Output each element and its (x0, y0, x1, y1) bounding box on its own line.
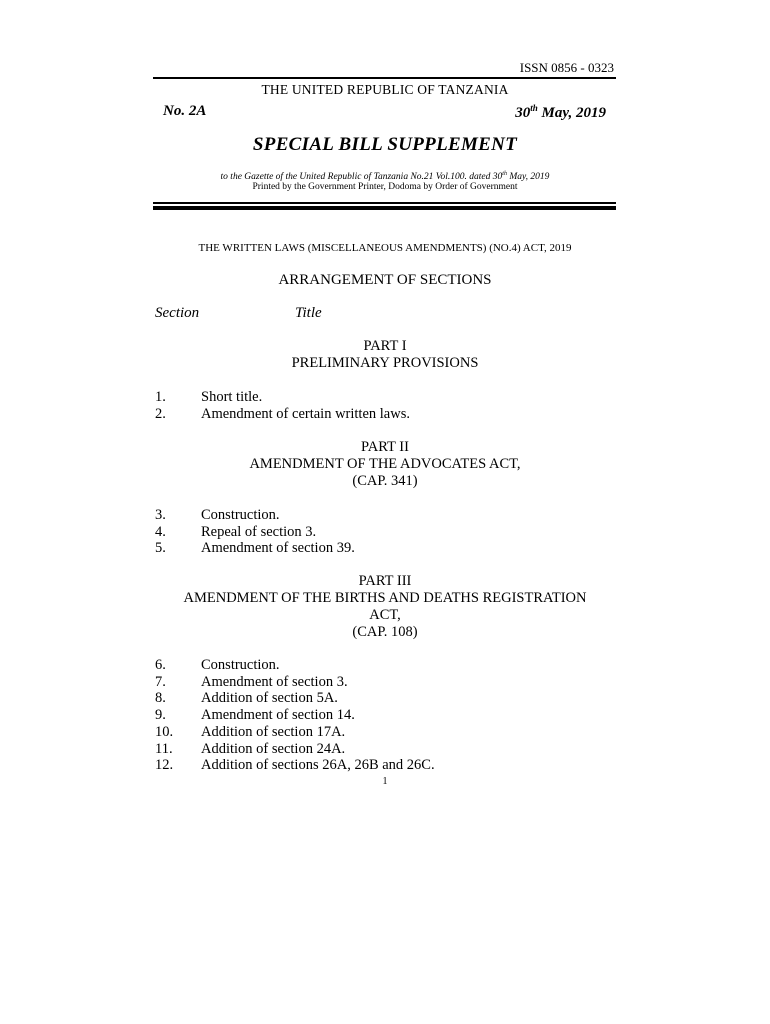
part-line: (CAP. 108) (352, 624, 418, 640)
gazette-ref-text: to the Gazette of the United Republic of Tanzania No.21 Vol.100. dated 30 (220, 172, 503, 183)
section-title: Short title. (201, 389, 263, 405)
section-number: 7. (155, 673, 166, 690)
gazette-ref-suffix: th (502, 171, 507, 177)
section-title: Amendment of section 14. (201, 707, 355, 724)
column-title-label: Title (295, 305, 322, 321)
section-number: 10. (155, 723, 174, 740)
list-item (155, 690, 435, 707)
gazette-ref-date: May, 2019 (506, 172, 550, 183)
part-line: AMENDMENT OF THE ADVOCATES ACT, (249, 456, 521, 472)
supplement-title: SPECIAL BILL SUPPLEMENT (252, 134, 518, 155)
issue-date-suffix: th (530, 103, 538, 113)
issue-date-rest: May, 2019 (537, 105, 606, 121)
section-number: 12. (155, 757, 174, 774)
section-number: 9. (155, 707, 166, 724)
arrangement-heading: ARRANGEMENT OF SECTIONS (278, 272, 492, 288)
gazette-reference (0, 171, 770, 182)
list-item (155, 707, 435, 724)
part-heading (0, 439, 770, 490)
list-item (155, 724, 435, 741)
part-line: PRELIMINARY PROVISIONS (291, 355, 479, 371)
section-title: Amendment of certain written laws. (201, 405, 410, 422)
column-section-label: Section (155, 305, 200, 321)
list-item (155, 540, 355, 557)
issue-date (515, 103, 606, 122)
section-title: Repeal of section 3. (201, 523, 317, 540)
part-line: PART I (363, 338, 407, 354)
list-item (155, 657, 435, 674)
list-item (155, 757, 435, 774)
list-item (155, 674, 435, 691)
section-number: 8. (155, 690, 166, 707)
section-number: 11. (155, 740, 173, 757)
header-rule-bottom-thick (153, 206, 616, 210)
issue-date-day: 30 (515, 105, 531, 121)
list-item (155, 741, 435, 758)
list-item (155, 406, 410, 423)
section-number: 6. (155, 657, 166, 673)
header-rule-bottom-thin (153, 202, 616, 204)
section-number: 1. (155, 389, 166, 405)
list-item (155, 507, 355, 524)
section-title: Construction. (201, 657, 280, 673)
section-title: Construction. (201, 507, 280, 523)
issue-number: No. 2A (163, 103, 207, 119)
list-item (155, 524, 355, 541)
part-line: PART II (361, 439, 409, 455)
issn-number: ISSN 0856 - 0323 (519, 60, 614, 75)
part-line: AMENDMENT OF THE BIRTHS AND DEATHS REGISTRATION (183, 590, 587, 606)
printer-line: Printed by the Government Printer, Dodoma by Order of Government (252, 182, 518, 192)
act-title: THE WRITTEN LAWS (MISCELLANEOUS AMENDMENTS) (NO.4) ACT, 2019 (198, 242, 572, 254)
section-title: Amendment of section 3. (201, 673, 348, 690)
page-number: 1 (382, 776, 388, 787)
republic-title: THE UNITED REPUBLIC OF TANZANIA (261, 82, 509, 97)
section-list (155, 507, 355, 557)
section-title: Amendment of section 39. (201, 540, 355, 557)
section-number: 3. (155, 507, 166, 523)
section-title: Addition of section 5A. (201, 690, 338, 707)
part-line: (CAP. 341) (352, 473, 418, 489)
list-item (155, 389, 410, 406)
section-title: Addition of sections 26A, 26B and 26C. (201, 757, 435, 774)
part-heading (0, 338, 770, 372)
section-title: Addition of section 17A. (201, 723, 346, 740)
section-title: Addition of section 24A. (201, 740, 346, 757)
header-rule-top (153, 77, 616, 79)
section-list (155, 657, 435, 774)
section-number: 4. (155, 523, 166, 540)
part-line: PART III (358, 573, 412, 589)
section-number: 2. (155, 405, 166, 422)
section-list (155, 389, 410, 422)
part-heading (0, 573, 770, 641)
section-number: 5. (155, 540, 166, 557)
part-line: ACT, (369, 607, 401, 623)
